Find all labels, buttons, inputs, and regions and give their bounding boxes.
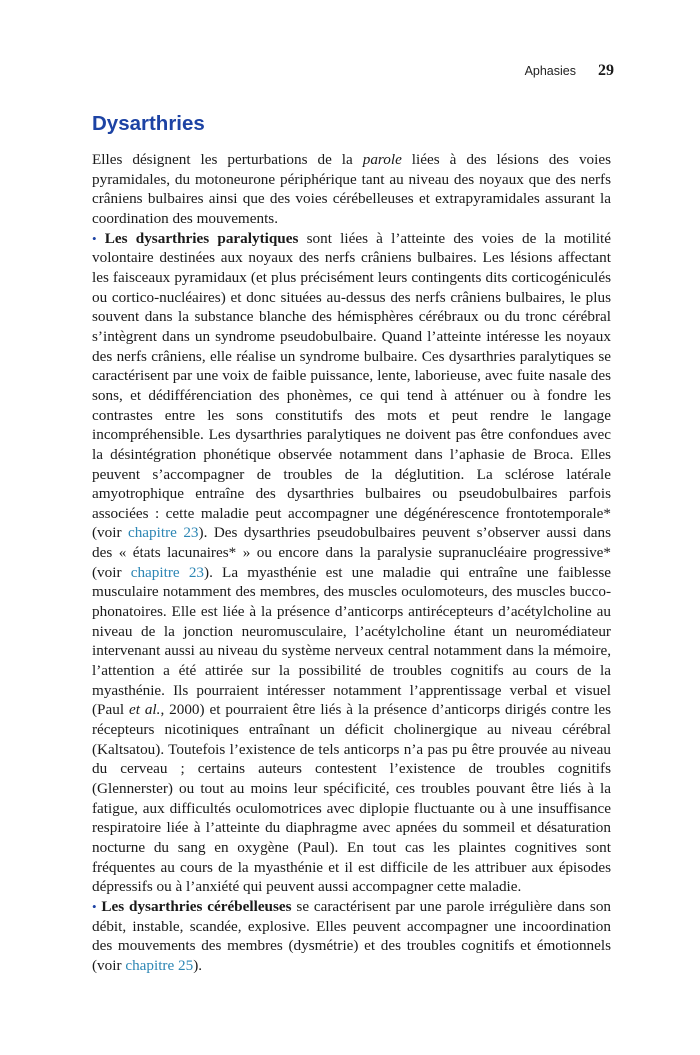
chapter-link[interactable]: chapitre 23 xyxy=(127,524,199,542)
bullet-icon: • xyxy=(92,898,97,914)
emphasis: et al. xyxy=(128,701,161,719)
text-run: ). La myasthénie est une maladie qui entraîne une faiblesse musculaire notamment des membres, des muscles oculomoteurs, des muscles bucco-phonatoires. Elle est liée à la présence d’anticorps antirécepteurs d’acétylcholine au niveau de la jonction neuromusculaire, l’acétylcholine étant un neuromédiateur intervenant aussi au niveau du système nerveux central notamment dans la mémoire, l’attention a été attirée sur la possibilité de troubles cognitifs au cours de la myasthénie. Ils pourraient intéresser notamment l’apprentissage verbal et visuel (Paul xyxy=(92,563,611,719)
text-run: sont liées à l’atteinte des voies de la motilité volontaire destinées aux noyaux des nerfs crâniens bulbaires. Les lésions affectant les faisceaux pyramidaux (et plus précisément leurs contingents dits corticogéniculés ou cortico-nucléaires) et donc situées au-dessus des nerfs crâniens bulbaires, le plus souvent dans la substance blanche des hémisphères cérébraux ou du tronc cérébral s’intègrent dans un syndrome pseudobulbaire. Quand l’atteinte intéresse les noyaux des nerfs crâniens, elle réalise un syndrome bulbaire. Ces dysarthries paralytiques se caractérisent par une voix de faible puissance, lente, laborieuse, avec fuite nasale des sons, et dédifférenciation des phonèmes, ce qui tend à atténuer ou à fondre les contrastes entre les sons constitutifs des mots et peut rendre le langage incompréhensible. Les dysarthries paralytiques ne doivent pas être confondues avec la désintégration phonétique observée notamment dans l’aphasie de Broca. Elles peuvent s’accompagner de troubles de la déglutition. La sclérose latérale amyotrophique entraîne des dysarthries bulbaires ou pseudobulbaires parfois associées : cette maladie peut accompagner une dégénérescence frontotemporale* (voir xyxy=(92,229,611,542)
text-run: liées à des lésions des voies pyramidales, du motoneurone périphérique tant au niveau des noyaux que des nerfs crâniens bulbaires ainsi que des voies cérébelleuses et extrapyramidales assurant la coordination des mouvements. xyxy=(92,151,611,227)
body-text xyxy=(92,150,611,976)
chapter-link[interactable]: chapitre 23 xyxy=(130,563,205,581)
text-run: Elles désignent les perturbations de la xyxy=(92,151,363,168)
text-run: ). Des dysarthries pseudobulbaires peuvent s’observer aussi dans des « états lacunaires* » ou encore dans la paralysie supranucléaire progressive* (voir xyxy=(92,524,611,581)
text-run: , 2000) et pourraient être liés à la présence d’anticorps dirigés contre les récepteurs nicotiniques entraînant un déficit cholinergique au niveau cérébral (Kaltsatou). Toutefois l’existence de tels anticorps n’a pas pu être prouvée au niveau du cerveau ; certains auteurs contestent l’existence de troubles cognitifs (Glennerster) ou tout au moins leur spécificité, ces troubles pouvant être liés à la fatigue, aux difficultés oculomotrices avec diplopie fluctuante ou à une insuffisance respiratoire liée à l’atteinte du diaphragme avec apnées du sommeil et désaturation nocturne du sang en oxygène (Paul). En tout cas les plaintes cognitives sont fréquentes au cours de la myasthénie et il est difficile de les attribuer aux épisodes dépressifs ou à l’anxiété qui peuvent aussi accompagner cette maladie. xyxy=(92,701,612,896)
page-number: 29 xyxy=(598,62,614,79)
chapter-link[interactable]: chapitre 25 xyxy=(125,956,194,974)
running-head xyxy=(525,62,614,80)
section-title: Dysarthries xyxy=(92,112,205,135)
emphasis: parole xyxy=(362,151,402,168)
term-bold: Les dysarthries paralytiques xyxy=(104,229,299,247)
bullet-icon: • xyxy=(92,230,97,246)
intro-paragraph xyxy=(92,150,611,229)
running-title: Aphasies xyxy=(524,64,576,78)
bullet-item-cerebelleuses xyxy=(92,897,611,976)
term-bold: Les dysarthries cérébelleuses xyxy=(101,897,292,915)
text-run: ). xyxy=(193,956,203,974)
text-run: se caractérisent par une parole irrégulière dans son débit, instable, scandée, explosive. Elles peuvent accompagner une incoordination des mouvements des membres (dysmétrie) et des troubles cognitifs et émotionnels (voir xyxy=(92,897,612,974)
bullet-item-paralytiques xyxy=(92,229,611,897)
